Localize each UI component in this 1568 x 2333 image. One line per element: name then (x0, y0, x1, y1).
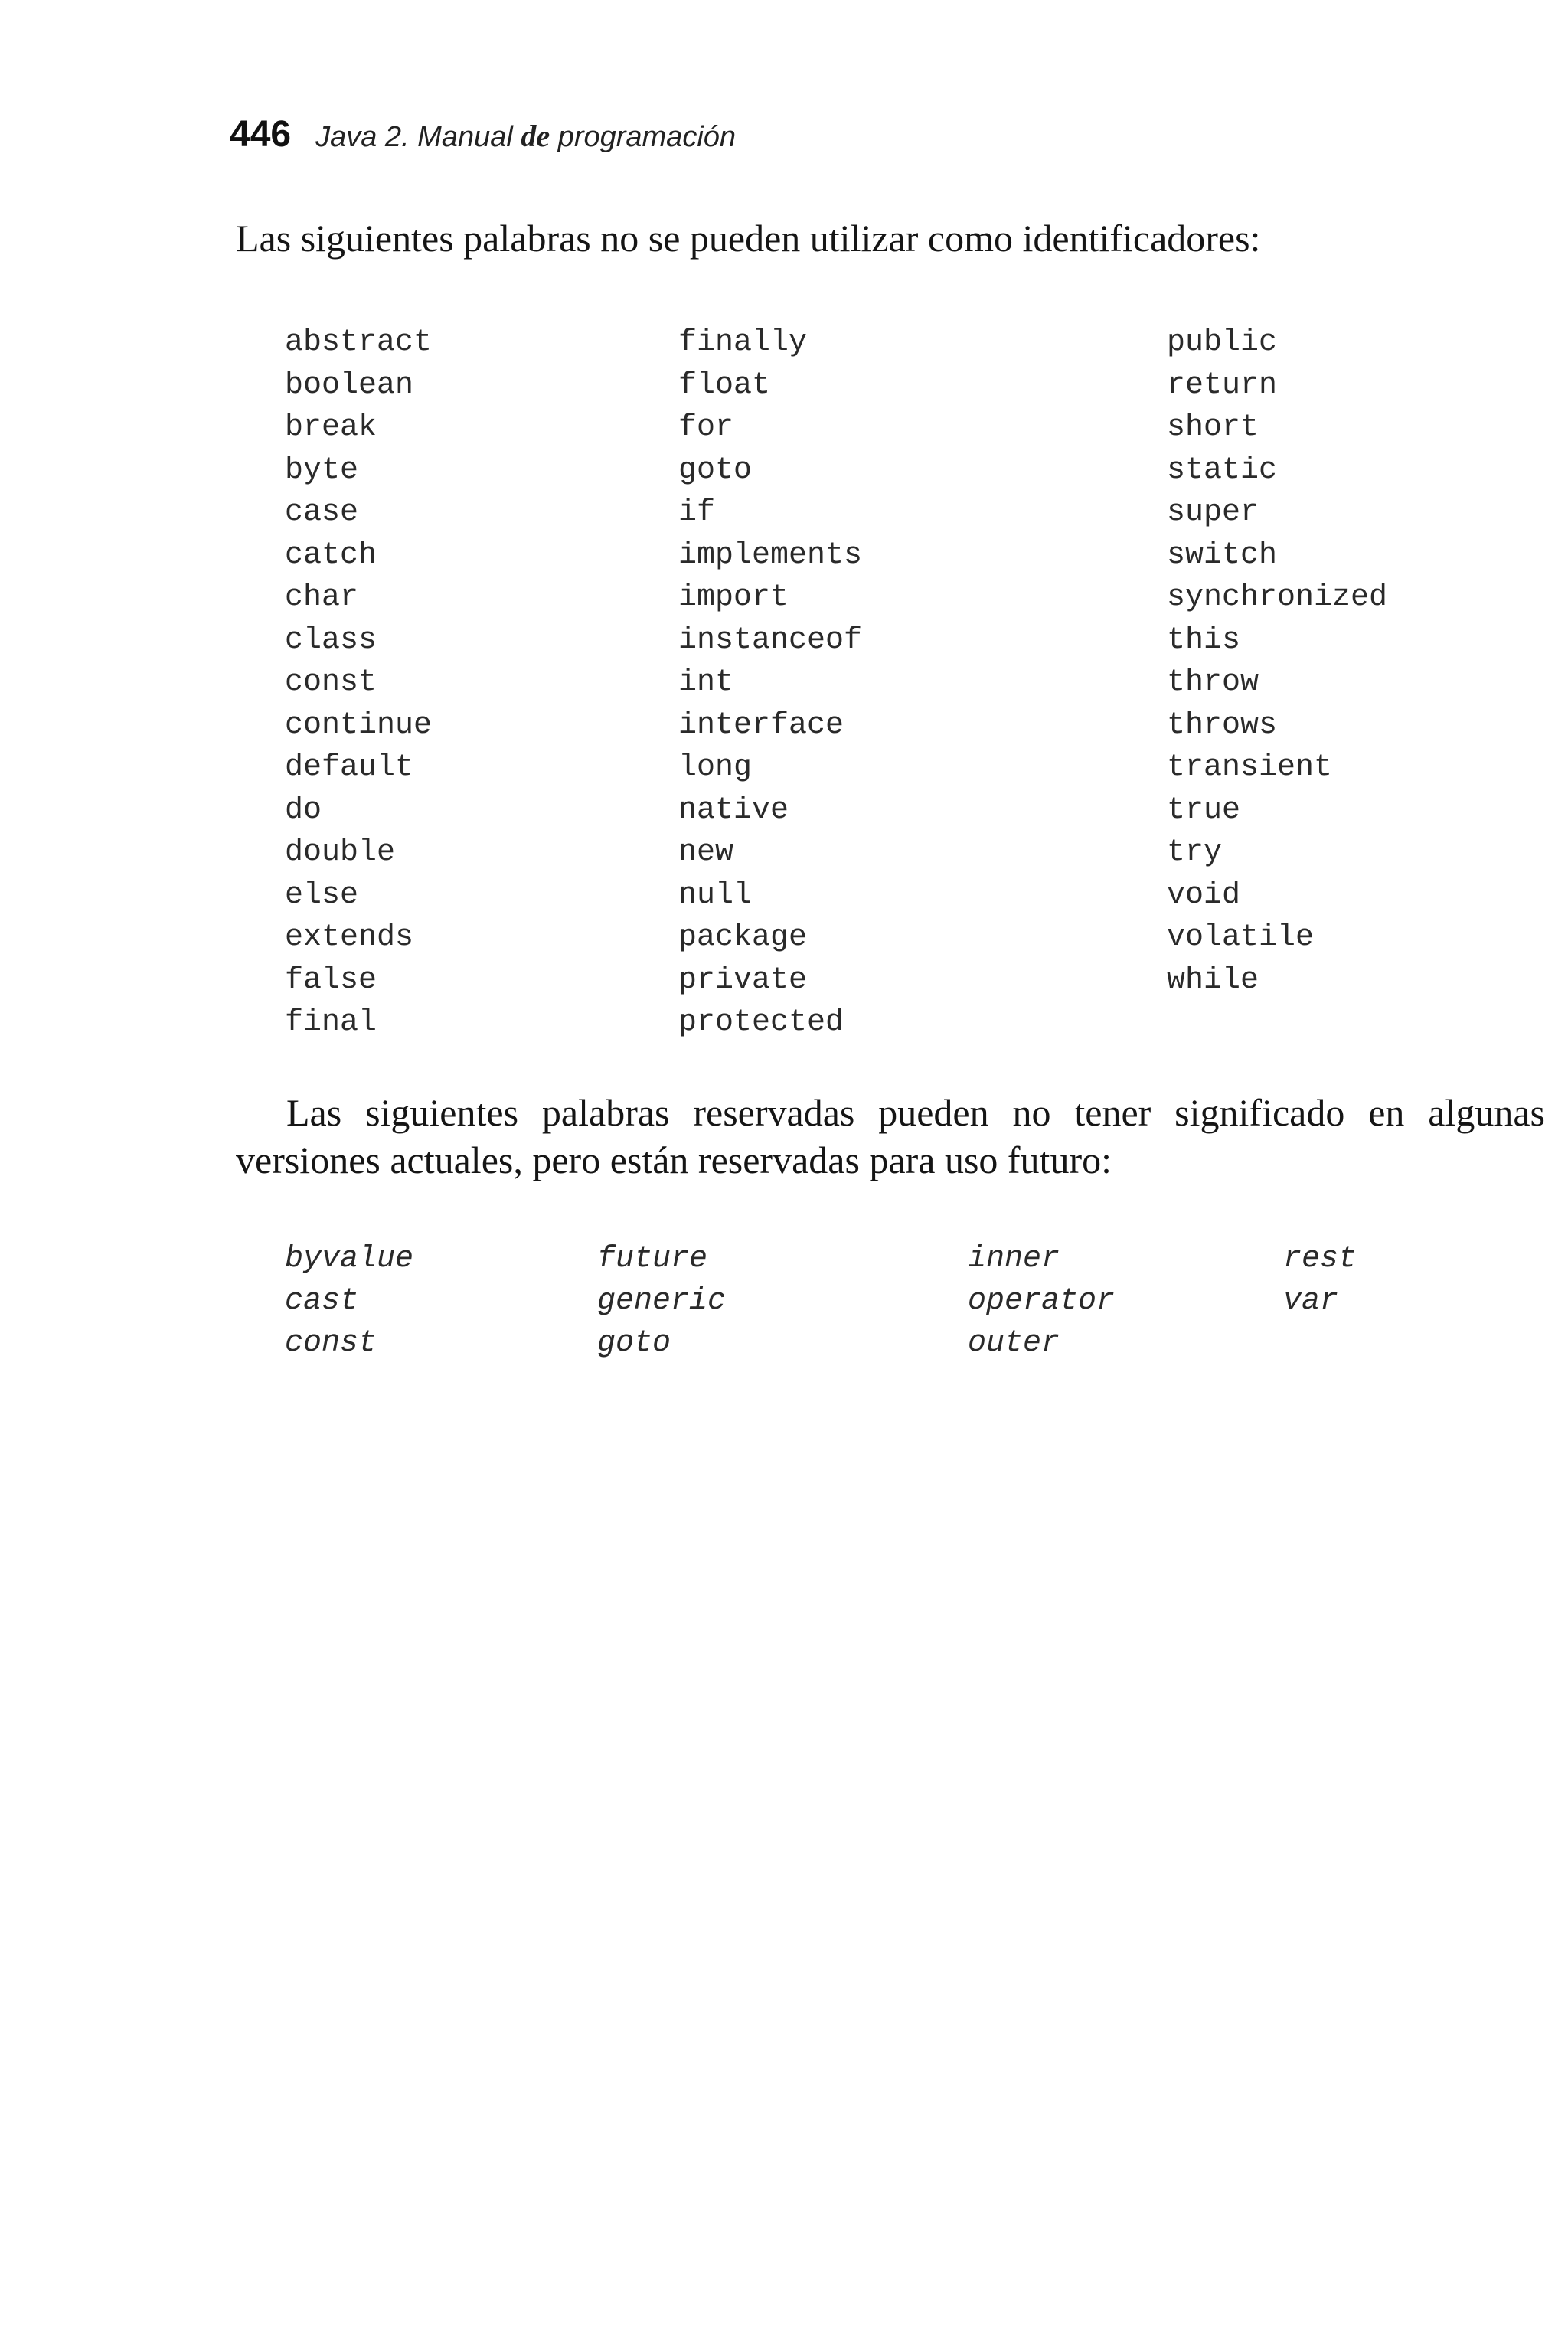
reserved-word: short (1167, 410, 1259, 445)
reserved-word: implements (678, 538, 863, 573)
reserved-word: const (285, 665, 377, 700)
future-words-column-3 (968, 1238, 1115, 1364)
reserved-word: private (678, 962, 808, 998)
reserved-word: break (285, 410, 377, 445)
future-paragraph: Las siguientes palabras reservadas pueden no tener significado en algunas versiones actuales, pero están reservadas para uso futuro: (236, 1091, 1545, 1181)
reserved-word: int (678, 665, 734, 700)
reserved-word: package (678, 920, 808, 955)
reserved-word: char (285, 580, 359, 615)
page-header (230, 113, 736, 159)
future-word: rest (1283, 1242, 1357, 1276)
intro-paragraph: Las siguientes palabras no se pueden utilizar como identificadores: (236, 217, 1261, 260)
future-word: operator (968, 1284, 1116, 1318)
running-title-part1: Java 2. Manual (315, 121, 521, 153)
future-word: future (597, 1242, 708, 1276)
running-title (315, 118, 736, 154)
reserved-word: transient (1167, 750, 1333, 785)
reserved-word: catch (285, 538, 377, 573)
reserved-word: else (285, 877, 359, 913)
future-word: goto (597, 1326, 671, 1361)
reserved-word: default (285, 750, 414, 785)
future-word: byvalue (285, 1242, 414, 1276)
reserved-word: false (285, 962, 377, 998)
reserved-word: long (678, 750, 753, 785)
reserved-word: try (1167, 835, 1223, 870)
reserved-word: finally (678, 325, 808, 360)
reserved-word: void (1167, 877, 1241, 913)
reserved-word: double (285, 835, 396, 870)
future-words-column-2 (597, 1238, 726, 1364)
reserved-word: static (1167, 453, 1278, 488)
reserved-word: protected (678, 1005, 844, 1040)
reserved-word: instanceof (678, 622, 863, 658)
reserved-word: goto (678, 453, 753, 488)
reserved-words-column-3 (1167, 322, 1387, 1001)
reserved-word: true (1167, 792, 1241, 828)
reserved-word: native (678, 792, 789, 828)
reserved-word: import (678, 580, 789, 615)
reserved-word: class (285, 622, 377, 658)
running-title-de: de (521, 119, 550, 153)
reserved-word: boolean (285, 368, 414, 403)
future-word: generic (597, 1284, 727, 1318)
reserved-word: float (678, 368, 771, 403)
future-word: inner (968, 1242, 1060, 1276)
reserved-word: case (285, 495, 359, 530)
reserved-word: extends (285, 920, 414, 955)
reserved-word: switch (1167, 538, 1278, 573)
reserved-word: interface (678, 707, 844, 743)
page-number: 446 (230, 114, 292, 155)
future-word: var (1283, 1284, 1339, 1318)
reserved-word: throw (1167, 665, 1259, 700)
running-title-part2: programación (550, 121, 737, 153)
reserved-word: return (1167, 368, 1278, 403)
reserved-word: abstract (285, 325, 433, 360)
reserved-words-column-1 (285, 322, 432, 1044)
future-words-column-4 (1283, 1238, 1357, 1322)
reserved-word: if (678, 495, 716, 530)
reserved-word: this (1167, 622, 1241, 658)
reserved-word: public (1167, 325, 1278, 360)
future-word: const (285, 1326, 377, 1361)
future-words-column-1 (285, 1238, 413, 1364)
reserved-word: byte (285, 453, 359, 488)
future-word: cast (285, 1284, 359, 1318)
reserved-words-column-2 (678, 322, 862, 1044)
reserved-word: synchronized (1167, 580, 1388, 615)
reserved-word: null (678, 877, 753, 913)
reserved-word: super (1167, 495, 1259, 530)
reserved-word: do (285, 792, 322, 828)
reserved-word: continue (285, 707, 433, 743)
reserved-word: while (1167, 962, 1259, 998)
reserved-word: volatile (1167, 920, 1315, 955)
reserved-word: throws (1167, 707, 1278, 743)
reserved-word: new (678, 835, 734, 870)
future-word: outer (968, 1326, 1060, 1361)
reserved-word: final (285, 1005, 377, 1040)
reserved-word: for (678, 410, 734, 445)
